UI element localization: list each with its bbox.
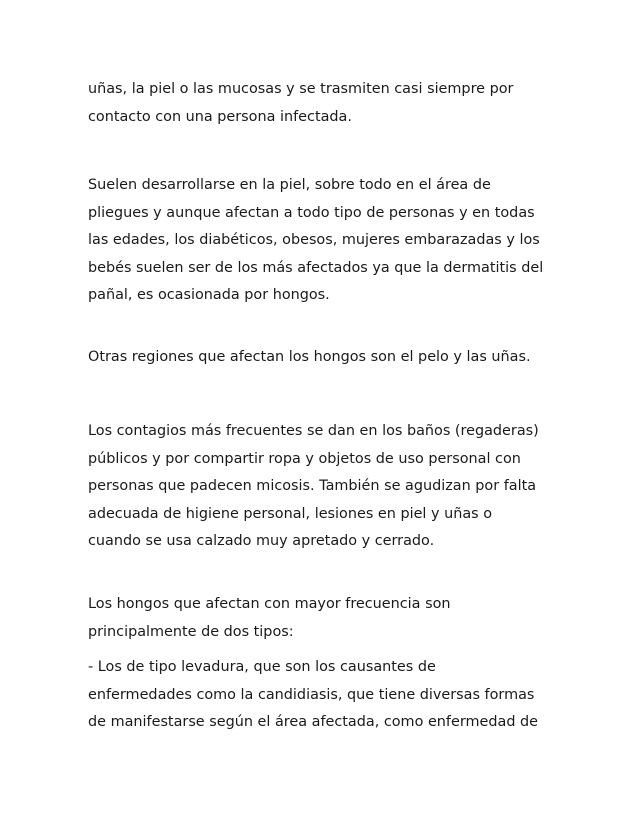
text-line: Otras regiones que afectan los hongos son el pelo y las uñas. (88, 349, 531, 365)
text-line: pliegues y aunque afectan a todo tipo de personas y en todas (88, 204, 535, 221)
text-line: cuando se usa calzado muy apretado y cerrado. (88, 533, 435, 549)
paragraph-intro (88, 76, 558, 131)
paragraph-yeast-type (88, 654, 558, 737)
paragraph-other-regions (88, 344, 558, 372)
text-line: Suelen desarrollarse en la piel, sobre todo en el área de (88, 177, 491, 193)
text-line: uñas, la piel o las mucosas y se trasmiten casi siempre por (88, 81, 514, 97)
text-line: de manifestarse según el área afectada, como enfermedad de (88, 714, 539, 730)
text-line: las edades, los diabéticos, obesos, mujeres embarazadas y los (88, 232, 540, 248)
text-line: públicos y por compartir ropa y objetos de uso personal con (88, 450, 521, 467)
text-line: principalmente de dos tipos: (88, 623, 294, 640)
text-line: Los contagios más frecuentes se dan en los baños (regaderas) (88, 423, 539, 439)
paragraph-skin-areas (88, 172, 558, 310)
text-line: bebés suelen ser de los más afectados ya que la dermatitis del (88, 259, 544, 276)
text-line: Los hongos que afectan con mayor frecuencia son (88, 596, 451, 612)
text-line: pañal, es ocasionada por hongos. (88, 287, 330, 303)
text-line: - Los de tipo levadura, que son los causantes de (88, 659, 436, 675)
paragraph-contagion (88, 418, 558, 556)
text-line: contacto con una persona infectada. (88, 108, 352, 125)
text-line: enfermedades como la candidiasis, que tiene diversas formas (88, 686, 535, 703)
text-line: adecuada de higiene personal, lesiones en piel y uñas o (88, 505, 493, 522)
paragraph-fungus-types (88, 591, 558, 646)
text-line: personas que padecen micosis. También se agudizan por falta (88, 478, 537, 494)
